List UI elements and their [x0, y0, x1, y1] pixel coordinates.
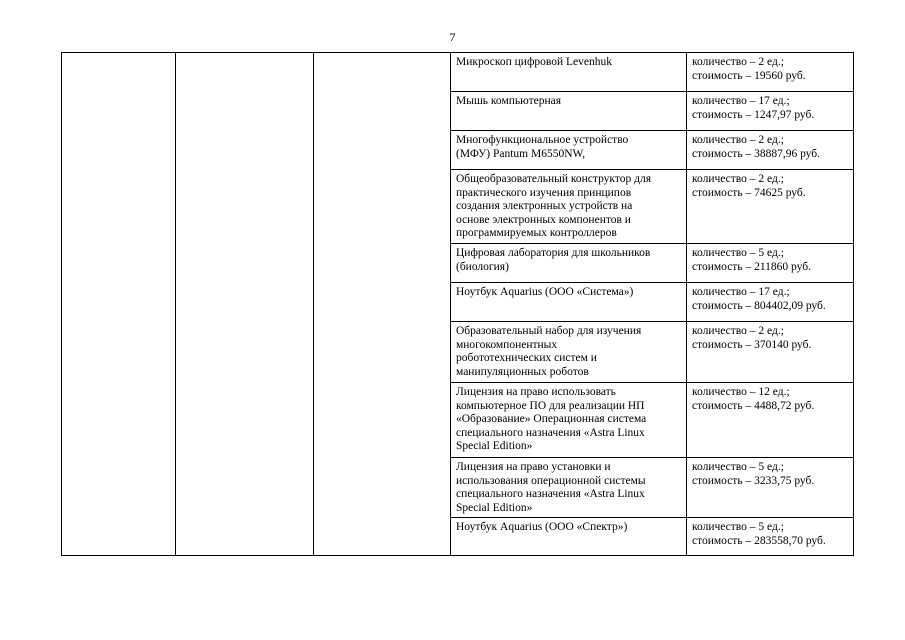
cost-line: стоимость – 3233,75 руб. — [692, 474, 815, 487]
quantity-line: количество – 5 ед.; — [692, 521, 784, 533]
item-name-line: многокомпонентных — [456, 338, 558, 351]
item-name-cell — [451, 170, 687, 244]
quantity-cost-cell — [687, 53, 854, 92]
item-name-line: «Образование» Операционная система — [456, 413, 647, 425]
quantity-cost-cell — [687, 283, 854, 322]
quantity-cost-cell — [687, 322, 854, 383]
item-name-line: Мышь компьютерная — [456, 95, 562, 107]
item-name-cell — [451, 518, 687, 556]
item-name-line: (биология) — [456, 260, 509, 273]
cost-line: стоимость – 370140 руб. — [692, 338, 812, 351]
item-name-line: Общеобразовательный конструктор для — [456, 173, 651, 185]
quantity-cost-cell — [687, 458, 854, 518]
quantity-line: количество – 2 ед.; — [692, 134, 784, 146]
quantity-line: количество – 2 ед.; — [692, 173, 784, 185]
item-name-line: использования операционной системы — [456, 474, 646, 487]
item-name-line: практического изучения принципов — [456, 186, 632, 199]
quantity-line: количество – 17 ед.; — [692, 95, 790, 107]
item-name-line: Микроскоп цифровой Levenhuk — [456, 56, 613, 68]
item-name-line: программируемых контроллеров — [456, 227, 617, 239]
item-name-line: Лицензия на право использовать — [456, 386, 616, 398]
cost-line: стоимость – 1247,97 руб. — [692, 108, 815, 121]
quantity-line: количество – 5 ед.; — [692, 461, 784, 473]
quantity-line: количество – 5 ед.; — [692, 247, 784, 259]
quantity-line: количество – 17 ед.; — [692, 286, 790, 298]
quantity-line: количество – 12 ед.; — [692, 386, 790, 398]
item-name-cell — [451, 131, 687, 170]
item-name-line: Лицензия на право установки и — [456, 461, 611, 473]
item-name-line: Образовательный набор для изучения — [456, 325, 642, 337]
cost-line: стоимость – 4488,72 руб. — [692, 399, 815, 412]
cost-line: стоимость – 211860 руб. — [692, 260, 811, 273]
item-name-cell — [451, 383, 687, 458]
empty-column-cell — [314, 53, 451, 556]
item-name-cell — [451, 458, 687, 518]
item-name-line: Special Edition» — [456, 440, 533, 452]
empty-column-cell — [62, 53, 176, 556]
item-name-line: специального назначения «Astra Linux — [456, 426, 645, 439]
item-name-line: Цифровая лаборатория для школьников — [456, 247, 651, 259]
quantity-cost-cell — [687, 170, 854, 244]
quantity-line: количество – 2 ед.; — [692, 56, 784, 68]
item-name-line: основе электронных компонентов и — [456, 213, 631, 226]
item-name-cell — [451, 53, 687, 92]
quantity-line: количество – 2 ед.; — [692, 325, 784, 337]
cost-line: стоимость – 74625 руб. — [692, 186, 806, 199]
cost-line: стоимость – 283558,70 руб. — [692, 534, 826, 547]
item-name-line: Ноутбук Aquarius (ООО «Система») — [456, 286, 634, 298]
quantity-cost-cell — [687, 518, 854, 556]
item-name-line: робототехнических систем и — [456, 352, 597, 364]
item-name-line: создания электронных устройств на — [456, 200, 633, 212]
item-name-cell — [451, 244, 687, 283]
item-name-cell — [451, 92, 687, 131]
quantity-cost-cell — [687, 244, 854, 283]
item-name-line: специального назначения «Astra Linux — [456, 488, 645, 500]
cost-line: стоимость – 19560 руб. — [692, 69, 806, 82]
page-number: 7 — [449, 30, 456, 44]
item-name-line: компьютерное ПО для реализации НП — [456, 399, 645, 412]
empty-column-cell — [176, 53, 314, 556]
quantity-cost-cell — [687, 92, 854, 131]
item-name-line: Ноутбук Aquarius (ООО «Спектр») — [456, 521, 628, 533]
item-name-cell — [451, 322, 687, 383]
quantity-cost-cell — [687, 131, 854, 170]
item-name-line: Special Edition» — [456, 501, 533, 514]
item-name-cell — [451, 283, 687, 322]
item-name-line: (МФУ) Pantum M6550NW, — [456, 147, 586, 160]
cost-line: стоимость – 38887,96 руб. — [692, 147, 820, 160]
quantity-cost-cell — [687, 383, 854, 458]
item-name-line: манипуляционных роботов — [456, 365, 589, 378]
table-row — [62, 53, 854, 92]
cost-line: стоимость – 804402,09 руб. — [692, 299, 826, 312]
equipment-table — [61, 52, 854, 556]
item-name-line: Многофункциональное устройство — [456, 134, 629, 146]
